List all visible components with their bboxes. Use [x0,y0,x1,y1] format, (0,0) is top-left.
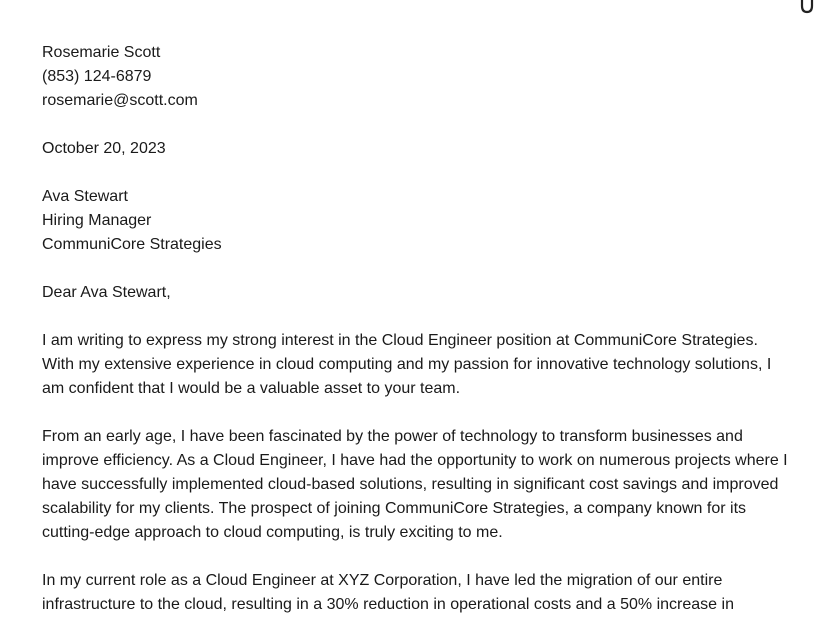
body-paragraph-1 [42,329,802,401]
paragraph-line: With my extensive experience in cloud computing and my passion for innovative technology solutions, I [42,356,772,373]
paragraph-line: I am writing to express my strong interest in the Cloud Engineer position at CommuniCore Strategies. [42,332,758,349]
sender-phone: (853) 124-6879 [42,68,152,85]
paragraph-line: cutting-edge approach to cloud computing, is truly exciting to me. [42,524,503,541]
date-block [42,137,802,161]
body-paragraph-3 [42,569,802,617]
recipient-name: Ava Stewart [42,188,128,205]
paragraph-line: In my current role as a Cloud Engineer at XYZ Corporation, I have led the migration of our entire [42,572,723,589]
recipient-title: Hiring Manager [42,212,152,229]
paragraph-line: infrastructure to the cloud, resulting in a 30% reduction in operational costs and a 50% increase in [42,596,734,613]
paragraph-line: scalability for my clients. The prospect of joining CommuniCore Strategies, a company known for its [42,500,747,517]
sender-block [42,41,802,113]
sender-name: Rosemarie Scott [42,44,161,61]
paragraph-line: am confident that I would be a valuable asset to your team. [42,380,461,397]
cover-letter [42,41,802,620]
recipient-company: CommuniCore Strategies [42,236,222,253]
paragraph-line: From an early age, I have been fascinated by the power of technology to transform businesses and [42,428,743,445]
letter-date: October 20, 2023 [42,140,166,157]
recipient-block [42,185,802,257]
salutation-block [42,281,802,305]
partial-glyph-icon [800,0,814,14]
body-paragraph-2 [42,425,802,545]
sender-email: rosemarie@scott.com [42,92,198,109]
paragraph-line: improve efficiency. As a Cloud Engineer, I have had the opportunity to work on numerous projects where I [42,452,788,469]
paragraph-line: have successfully implemented cloud-based solutions, resulting in significant cost savings and improved [42,476,779,493]
salutation: Dear Ava Stewart, [42,284,171,301]
